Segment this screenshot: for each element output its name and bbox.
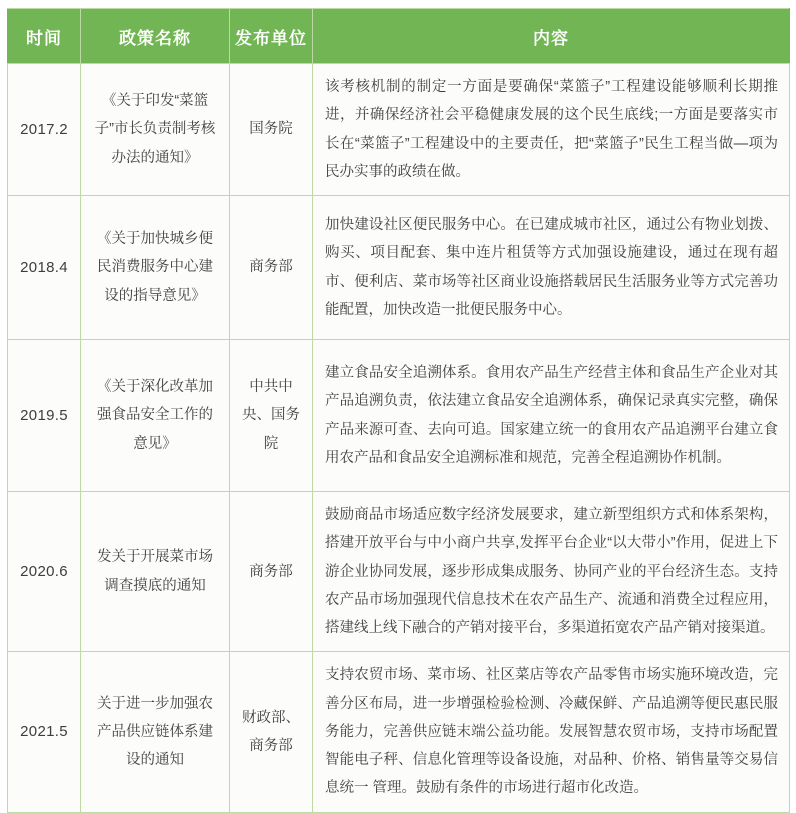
- cell-issuing-unit: 商务部: [230, 492, 313, 652]
- cell-time: 2019.5: [8, 340, 81, 492]
- cell-policy-name: 发关于开展菜市场调查摸底的通知: [81, 492, 230, 652]
- table-row: [8, 492, 790, 652]
- cell-time: 2020.6: [8, 492, 81, 652]
- policy-table: [7, 8, 790, 813]
- cell-policy-name: 《关于印发“菜篮子”市长负责制考核办法的通知》: [81, 64, 230, 196]
- table-header: [8, 9, 790, 64]
- cell-issuing-unit: 商务部: [230, 196, 313, 340]
- cell-content: 该考核机制的制定一方面是要确保“菜篮子”工程建设能够顺利长期推进，并确保经济社会平稳健康发展的这个民生底线;一方面是要落实市长在“菜篮子”工程建设中的主要责任，把“菜篮子”民生工程当做—项为民办实事的政绩在做。: [313, 64, 790, 196]
- column-header-content: 内容: [313, 9, 790, 64]
- cell-content: 加快建设社区便民服务中心。在已建成城市社区，通过公有物业划拨、购买、项目配套、集中连片租赁等方式加强设施建设，通过在现有超市、便利店、菜市场等社区商业设施搭载居民生活服务业等方式完善功能配置，加快改造一批便民服务中心。: [313, 196, 790, 340]
- cell-content: 建立食品安全追溯体系。食用农产品生产经营主体和食品生产企业对其产品追溯负责，依法建立食品安全追溯体系，确保记录真实完整，确保产品来源可查、去向可追。国家建立统一的食用农产品追溯平台建立食用农产品和食品安全追溯标准和规范，完善全程追溯协作机制。: [313, 340, 790, 492]
- cell-policy-name: 《关于深化改革加强食品安全工作的意见》: [81, 340, 230, 492]
- table-body: [8, 64, 790, 813]
- cell-issuing-unit: 财政部、商务部: [230, 652, 313, 812]
- cell-content: 支持农贸市场、菜市场、社区菜店等农产品零售市场实施环境改造，完善分区布局，进一步增强检验检测、冷藏保鲜、产品追溯等便民惠民服务能力，完善供应链末端公益功能。发展智慧农贸市场，支持市场配置智能电子秤、信息化管理等设备设施，对品种、价格、销售量等交易信息统一 管理。鼓励有条件的市场进行超市化改造。: [313, 652, 790, 812]
- table-row: [8, 64, 790, 196]
- column-header-time: 时间: [8, 9, 81, 64]
- table-header-row: [8, 9, 790, 64]
- table-row: [8, 652, 790, 812]
- cell-issuing-unit: 国务院: [230, 64, 313, 196]
- cell-time: 2021.5: [8, 652, 81, 812]
- cell-content: 鼓励商品市场适应数字经济发展要求，建立新型组织方式和体系架构，搭建开放平台与中小商户共享,发挥平台企业“以大带小”作用，促进上下游企业协同发展，逐步形成集成服务、协同产业的平台经济生态。支持农产品市场加强现代信息技术在农产品生产、流通和消费全过程应用，搭建线上线下融合的产销对接平台，多渠道拓宽农产品产销对接渠道。: [313, 492, 790, 652]
- cell-time: 2018.4: [8, 196, 81, 340]
- column-header-policy-name: 政策名称: [81, 9, 230, 64]
- cell-policy-name: 《关于加快城乡便民消费服务中心建设的指导意见》: [81, 196, 230, 340]
- column-header-issuing-unit: 发布单位: [230, 9, 313, 64]
- cell-policy-name: 关于进一步加强农产品供应链体系建设的通知: [81, 652, 230, 812]
- table-row: [8, 340, 790, 492]
- cell-time: 2017.2: [8, 64, 81, 196]
- cell-issuing-unit: 中共中央、国务院: [230, 340, 313, 492]
- table-row: [8, 196, 790, 340]
